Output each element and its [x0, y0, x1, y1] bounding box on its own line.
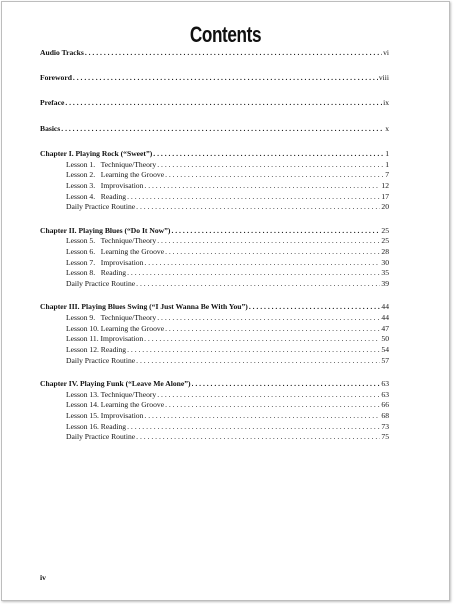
- toc-lesson-entry[interactable]: [40, 247, 389, 258]
- toc-entry-label: Lesson 13. Technique/Theory: [66, 389, 157, 399]
- toc-entry-label: Audio Tracks: [40, 48, 84, 57]
- leader-dots: [136, 202, 380, 213]
- toc-chapter-entry[interactable]: [40, 149, 389, 160]
- toc-entry-page: 1: [385, 148, 389, 158]
- toc-entry-page: 20: [381, 202, 389, 212]
- toc-entry-page: 25: [381, 236, 389, 246]
- document-page: [1, 1, 450, 601]
- leader-dots: [165, 400, 380, 411]
- toc-lesson-entry[interactable]: [40, 411, 389, 422]
- leader-dots: [136, 432, 380, 443]
- toc-chapter-entry[interactable]: [40, 302, 389, 313]
- toc-entry-page: 47: [381, 323, 389, 333]
- toc-entry-label: Chapter II. Playing Blues (“Do It Now”): [40, 225, 171, 235]
- toc-entry-page: 68: [381, 411, 389, 421]
- toc-entry-page: 1: [385, 159, 389, 169]
- toc-entry-label: Daily Practice Routine: [66, 432, 136, 442]
- toc-entry-page: viii: [378, 73, 389, 83]
- toc-lesson-entry[interactable]: [40, 258, 389, 269]
- toc-entry-label: Lesson 3. Improvisation: [66, 180, 144, 190]
- toc-entry-page: 30: [381, 257, 389, 267]
- toc-entry-page: 57: [381, 355, 389, 365]
- leader-dots: [157, 390, 380, 401]
- chapters-list: [40, 149, 389, 443]
- leader-dots: [192, 379, 381, 390]
- toc-chapter-entry[interactable]: [40, 379, 389, 390]
- toc-entry-page: 25: [381, 225, 389, 235]
- leader-dots: [144, 181, 380, 192]
- toc-entry-audio-tracks[interactable]: [40, 48, 389, 59]
- toc-entry-label: Lesson 2. Learning the Groove: [66, 170, 165, 180]
- leader-dots: [127, 268, 380, 279]
- toc-entry-label: Lesson 4. Reading: [66, 191, 127, 201]
- toc-lesson-entry[interactable]: [40, 324, 389, 335]
- toc-lesson-entry[interactable]: [40, 170, 389, 181]
- toc-entry-label: Lesson 15. Improvisation: [66, 411, 144, 421]
- leader-dots: [136, 279, 380, 290]
- toc-entry-page: 39: [381, 279, 389, 289]
- toc-entry-label: Daily Practice Routine: [66, 355, 136, 365]
- toc-entry-label: Lesson 5. Technique/Theory: [66, 236, 157, 246]
- toc-entry-foreword[interactable]: [40, 73, 389, 84]
- toc-lesson-entry[interactable]: [40, 202, 389, 213]
- leader-dots: [165, 170, 384, 181]
- toc-entry-label: Lesson 12. Reading: [66, 345, 127, 355]
- toc-lesson-entry[interactable]: [40, 313, 389, 324]
- toc-entry-page: 66: [381, 400, 389, 410]
- toc-lesson-entry[interactable]: [40, 181, 389, 192]
- toc-lesson-entry[interactable]: [40, 236, 389, 247]
- toc-entry-label: Foreword: [40, 73, 72, 83]
- toc-entry-page: 44: [381, 312, 389, 322]
- toc-entry-label: Lesson 16. Reading: [66, 421, 127, 431]
- leader-dots: [144, 334, 380, 345]
- toc-lesson-entry[interactable]: [40, 334, 389, 345]
- toc-entry-label: Lesson 7. Improvisation: [66, 257, 144, 267]
- toc-lesson-entry[interactable]: [40, 345, 389, 356]
- leader-dots: [127, 192, 380, 203]
- toc-entry-label: Lesson 6. Learning the Groove: [66, 246, 165, 256]
- leader-dots: [144, 411, 380, 422]
- toc-entry-page: 63: [381, 389, 389, 399]
- toc-entry-page: 73: [381, 421, 389, 431]
- toc-entry-page: 63: [381, 378, 389, 388]
- toc-entry-label: Preface: [40, 98, 65, 108]
- toc-lesson-entry[interactable]: [40, 432, 389, 443]
- toc-entry-label: Lesson 8. Reading: [66, 268, 127, 278]
- toc-entry-page: 35: [381, 268, 389, 278]
- toc-entry-page: 12: [381, 180, 389, 190]
- toc-entry-label: Chapter IV. Playing Funk (“Leave Me Alone”): [40, 378, 191, 388]
- leader-dots: [65, 98, 382, 109]
- toc-lesson-entry[interactable]: [40, 356, 389, 367]
- toc-lesson-entry[interactable]: [40, 422, 389, 433]
- toc-lesson-entry[interactable]: [40, 400, 389, 411]
- toc-lesson-entry[interactable]: [40, 268, 389, 279]
- leader-dots: [157, 313, 380, 324]
- page-number: iv: [40, 573, 46, 582]
- leader-dots: [157, 236, 380, 247]
- toc-entry-page: 50: [381, 334, 389, 344]
- toc-entry-page: 28: [381, 246, 389, 256]
- toc-entry-label: Basics: [40, 123, 61, 133]
- toc-entry-label: Chapter I. Playing Rock (“Sweet”): [40, 148, 153, 158]
- toc-entry-page: 75: [381, 432, 389, 442]
- toc-entry-page: ix: [383, 98, 389, 108]
- leader-dots: [153, 149, 384, 160]
- leader-dots: [165, 247, 380, 258]
- toc-entry-page: 44: [381, 302, 389, 312]
- leader-dots: [127, 422, 380, 433]
- toc-lesson-entry[interactable]: [40, 160, 389, 171]
- toc-entry-preface[interactable]: [40, 98, 389, 109]
- toc-entry-label: Daily Practice Routine: [66, 279, 136, 289]
- leader-dots: [85, 48, 382, 59]
- toc-entry-page: x: [385, 123, 389, 133]
- toc-entry-label: Lesson 1. Technique/Theory: [66, 159, 157, 169]
- leader-dots: [127, 345, 380, 356]
- toc-entry-page: 7: [385, 170, 389, 180]
- leader-dots: [144, 258, 380, 269]
- toc-chapter-entry[interactable]: [40, 226, 389, 237]
- toc-entry-label: Chapter III. Playing Blues Swing (“I Just Wanna Be With You”): [40, 302, 248, 312]
- toc-lesson-entry[interactable]: [40, 279, 389, 290]
- toc-entry-page: vi: [383, 48, 389, 57]
- leader-dots: [165, 324, 380, 335]
- toc-entry-label: Daily Practice Routine: [66, 202, 136, 212]
- toc-entry-label: Lesson 14. Learning the Groove: [66, 400, 165, 410]
- toc-lesson-entry[interactable]: [40, 192, 389, 203]
- leader-dots: [249, 302, 381, 313]
- leader-dots: [73, 73, 378, 84]
- leader-dots: [136, 356, 380, 367]
- toc-entry-label: Lesson 9. Technique/Theory: [66, 312, 157, 322]
- toc-entry-page: 54: [381, 345, 389, 355]
- leader-dots: [61, 124, 384, 135]
- toc-entry-label: Lesson 10. Learning the Groove: [66, 323, 165, 333]
- toc-entry-basics[interactable]: [40, 124, 389, 135]
- toc-entry-page: 17: [381, 191, 389, 201]
- leader-dots: [157, 160, 384, 171]
- toc-lesson-entry[interactable]: [40, 390, 389, 401]
- page-title: Contents: [189, 22, 262, 47]
- table-of-contents: [40, 48, 389, 443]
- leader-dots: [171, 226, 380, 237]
- toc-entry-label: Lesson 11. Improvisation: [66, 334, 144, 344]
